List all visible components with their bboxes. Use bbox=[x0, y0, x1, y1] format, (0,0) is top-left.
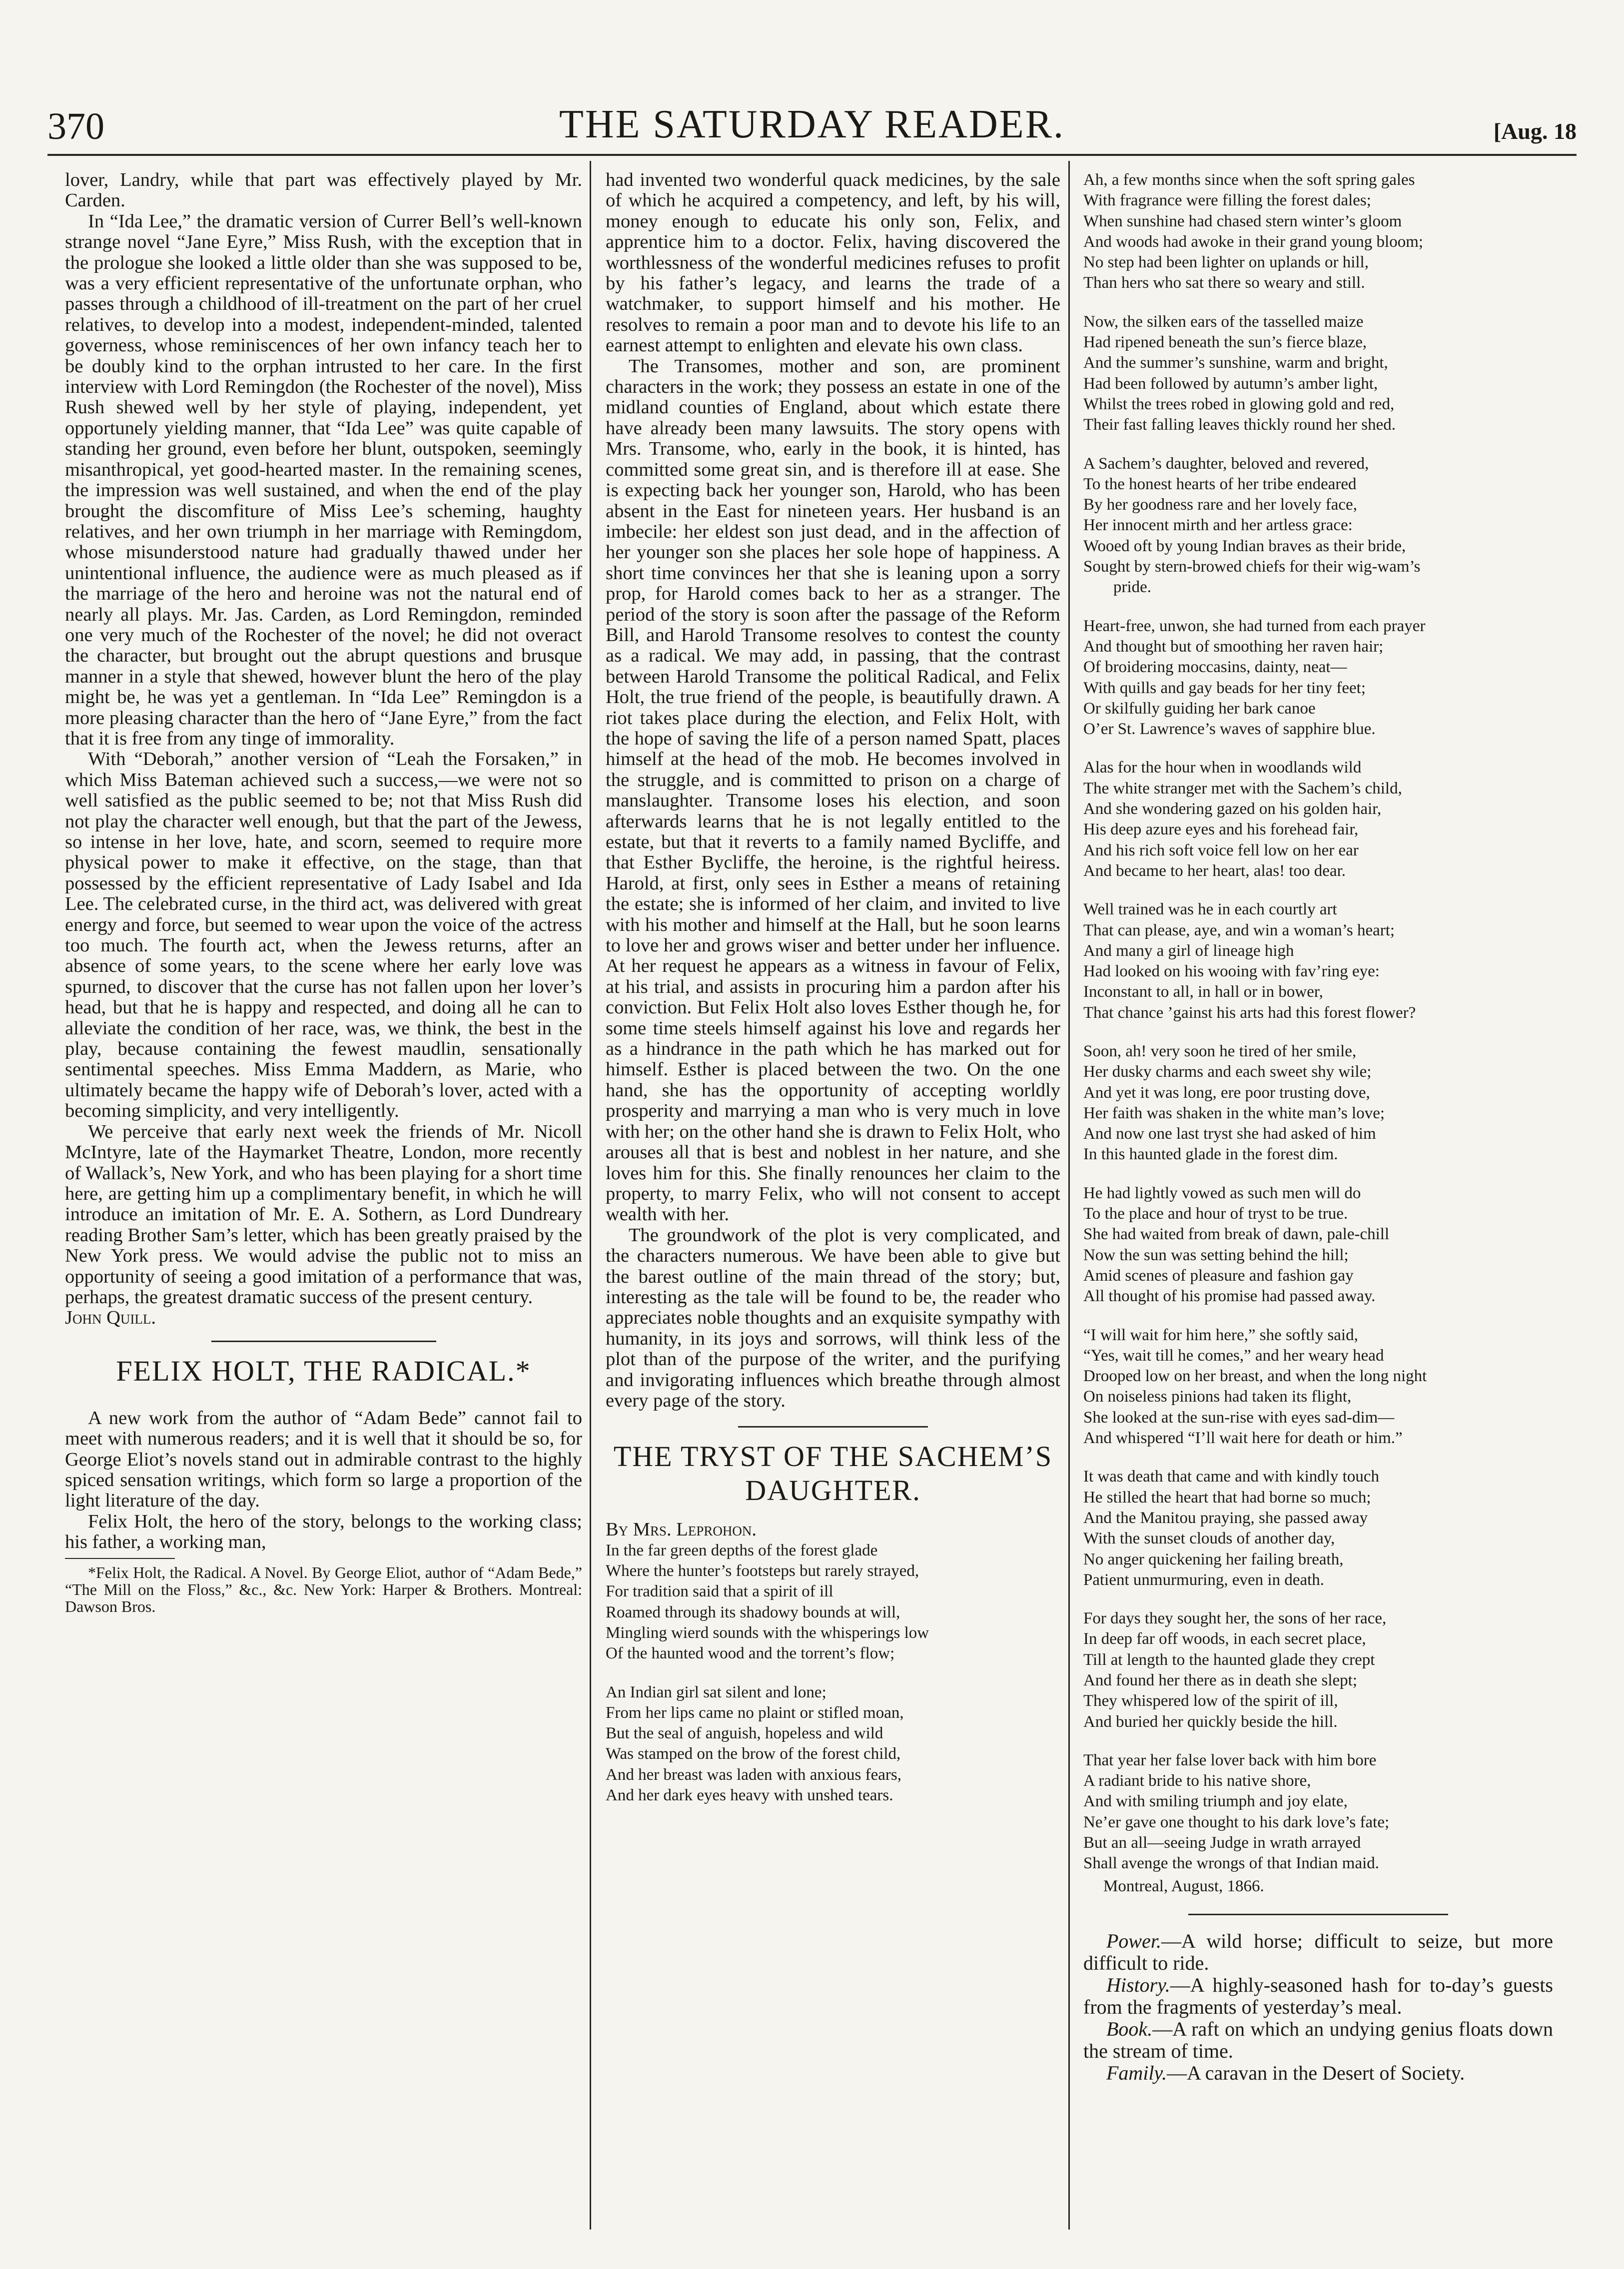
poem-line: Where the hunter’s footsteps but rarely strayed, bbox=[606, 1562, 919, 1580]
poem-line: And yet it was long, ere poor trusting dove, bbox=[1083, 1083, 1370, 1102]
column-divider-2 bbox=[1068, 161, 1070, 2230]
section-rule bbox=[211, 1341, 436, 1342]
poem-line: And his rich soft voice fell low on her ear bbox=[1083, 841, 1359, 859]
poem-line: That chance ’gainst his arts had this forest flower? bbox=[1083, 1003, 1416, 1022]
poem-byline: By Mrs. Leprohon. bbox=[606, 1519, 757, 1540]
poem-line: Alas for the hour when in woodlands wild bbox=[1083, 758, 1362, 777]
felix-holt-intro: A new work from the author of “Adam Bede” cannot fail to meet with numerous readers; and it is well that it should be so, for George Eliot’s novels stand out in admirable contrast to the highly spiced sensation writings, which form so large a proportion of the light literature of the day. bbox=[65, 1407, 582, 1512]
definition-term: Book. bbox=[1106, 2017, 1153, 2040]
definition-text: —A raft on which an undying genius floats down the stream of time. bbox=[1083, 2017, 1553, 2062]
poem-stanza bbox=[1083, 1325, 1553, 1449]
felix-holt-paragraph-2: The Transomes, mother and son, are prominent characters in the work; they possess an estate in one of the midland counties of England, about which estate there have already been many lawsuits. The story opens with Mrs. Transome, who, early in the book, it is hinted, has committed some great sin, and is therefore ill at ease. She is expecting back her younger son, Harold, who has been absent in the East for nineteen years. Her husband is an imbecile: her eldest son just dead, and in the affection of her younger son she places her sole hope of happiness. A short time convinces her that she is leaning upon a sorry prop, for Harold comes back to her as a stranger. The period of the story is soon after the passage of the Reform Bill, and Harold Transome resolves to contest the county as a radical. We may add, in passing, that the contrast between Harold Transome the political Radical, and Felix Holt, the true friend of the people, is beautifully drawn. A riot takes place during the election, and Felix Holt, with the hope of saving the life of a person named Spatt, places himself at the head of the mob. He becomes involved in the struggle, and is committed to prison on a charge of manslaughter. Transome loses his election, and soon afterwards learns that he is not legally entitled to the estate, but that it reverts to a family named Bycliffe, and that Esther Bycliffe, the heroine, is the rightful heiress. Harold, at first, only sees in Esther a means of retaining the estate; she is informed of her claim, and invited to live with his mother and himself at the Hall, but he soon learns to love her and grows wiser and better under her influence. At her request he appears as a witness in favour of Felix, at his trial, and assists in procuring him a pardon after his conviction. But Felix Holt also loves Esther though he, for some time steels himself against his love and regards her as a hindrance in the path which he has marked out for himself. Esther is placed between the two. On the one hand, she has the opportunity of accepting worldly prosperity and marrying a man who is very much in love with her; on the other hand she is drawn to Felix Holt, who arouses all that is best and noblest in her nature, and she loves him for this. She finally renounces her claim to the property, to marry Felix, who will not consent to accept wealth with her. bbox=[606, 355, 1060, 1225]
poem-stanza bbox=[606, 1682, 1060, 1806]
poem-stanza bbox=[1083, 170, 1553, 294]
poem-line: Amid scenes of pleasure and fashion gay bbox=[1083, 1266, 1354, 1285]
poem-line: “I will wait for him here,” she softly said, bbox=[1083, 1326, 1358, 1344]
definition-item bbox=[1083, 2062, 1553, 2084]
poem-line: When sunshine had chased stern winter’s gloom bbox=[1083, 212, 1402, 230]
poem-line: With fragrance were filling the forest dales; bbox=[1083, 191, 1371, 210]
poem-line: O’er St. Lawrence’s waves of sapphire blue. bbox=[1083, 720, 1376, 739]
poem-line: Of broidering moccasins, dainty, neat— bbox=[1083, 658, 1347, 677]
poem-line: In this haunted glade in the forest dim. bbox=[1083, 1145, 1338, 1164]
poem-line: She had waited from break of dawn, pale-chill bbox=[1083, 1225, 1390, 1244]
poem-line: But an all—seeing Judge in wrath arrayed bbox=[1083, 1834, 1361, 1852]
poem-line: No step had been lighter on uplands or hill, bbox=[1083, 253, 1369, 272]
poem-line: Their fast falling leaves thickly round her shed. bbox=[1083, 416, 1396, 434]
poem-line: With the sunset clouds of another day, bbox=[1083, 1529, 1335, 1548]
poem-stanza bbox=[1083, 1467, 1553, 1590]
definition-term: Family. bbox=[1106, 2061, 1167, 2084]
poem-line: It was death that came and with kindly touch bbox=[1083, 1468, 1380, 1486]
deborah-paragraph: With “Deborah,” another version of “Leah the Forsaken,” in which Miss Bateman achieved such a success,—we were not so well satisfied as the public seemed to be; not that Miss Rush did not play the character well enough, but that the part of the Jewess, so intense in her love, hate, and scorn, seemed to require more physical power to make it effective, on the stage, than that possessed by the efficient representative of Lady Isabel and Ida Lee. The celebrated curse, in the third act, was delivered with great energy and force, but seemed to wear upon the voice of the actress too much. The fourth act, when the Jewess returns, after an absence of some years, to the scene where her early love was spurned, to discover that the curse has not fallen upon her lover’s head, but that he is happy and respected, and doing all he can to alleviate the condition of her race, was, we think, the best in the play, because containing the fewest maudlin, sensationally sentimental speeches. Miss Emma Maddern, as Marie, who ultimately became the happy wife of Deborah’s lover, acted with a becoming simplicity, and very intelligently. bbox=[65, 749, 582, 1122]
poem-line: For tradition said that a spirit of ill bbox=[606, 1582, 833, 1601]
masthead bbox=[47, 95, 1577, 155]
poem-line: Patient unmurmuring, even in death. bbox=[1083, 1570, 1325, 1589]
footnote: *Felix Holt, the Radical. A Novel. By George Eliot, author of “Adam Bede,” “The Mill on the Floss,” &c., &c. New York: Harper & Brothers. Montreal: Dawson Bros. bbox=[65, 1563, 582, 1615]
felix-holt-paragraph-3: The groundwork of the plot is very complicated, and the characters numerous. We have been able to give but the barest outline of the main thread of the story; but, interesting as the tale will be found to be, the reader who appreciates noble thoughts and an exquisite sympathy with humanity, in its joys and sorrows, will think less of the plot than of the purpose of the writer, and the purifying and invigorating influences which breathe through almost every page of the story. bbox=[606, 1224, 1060, 1411]
poem-line: By her goodness rare and her lovely face, bbox=[1083, 496, 1357, 514]
poem-line: He had lightly vowed as such men will do bbox=[1083, 1184, 1361, 1202]
poem-line: Ah, a few months since when the soft spring gales bbox=[1083, 171, 1415, 189]
signature: John Quill. bbox=[65, 1307, 156, 1329]
poem-line: Drooped low on her breast, and when the long night bbox=[1083, 1367, 1427, 1386]
poem-line: For days they sought her, the sons of her race, bbox=[1083, 1609, 1387, 1628]
poem-line: An Indian girl sat silent and lone; bbox=[606, 1683, 826, 1701]
poem-line: And buried her quickly beside the hill. bbox=[1083, 1712, 1338, 1731]
poem-line: A Sachem’s daughter, beloved and revered, bbox=[1083, 454, 1369, 473]
poem-line: And she wondering gazed on his golden hair, bbox=[1083, 800, 1382, 818]
definition-text: —A caravan in the Desert of Society. bbox=[1167, 2061, 1465, 2084]
poem-line: Whilst the trees robed in glowing gold and red, bbox=[1083, 395, 1395, 413]
poem-line: That can please, aye, and win a woman’s heart; bbox=[1083, 921, 1395, 939]
poem-line: And with smiling triumph and joy elate, bbox=[1083, 1792, 1348, 1811]
section-rule bbox=[1188, 1914, 1448, 1915]
poem-line: Till at length to the haunted glade they crept bbox=[1083, 1650, 1375, 1669]
ida-lee-paragraph: In “Ida Lee,” the dramatic version of Currer Bell’s well-known strange novel “Jane Eyre,” Miss Rush, with the exception that in the prologue she looked a little older than she was supposed to be, was a very efficient representative of the unfortunate orphan, who passes through a childhood of ill-treatment on the part of her cruel relatives, to develop into a modest, independent-minded, talented governess, whose reminiscences of her own infancy teach her to be doubly kind to the orphan intrusted to her care. In the first interview with Lord Remingdon (the Rochester of the novel), Miss Rush shewed well by her style of playing, independent, yet opportunely yielding manner, that “Ida Lee” was quite capable of standing her ground, even before her blunt, outspoken, seemingly misanthropical, yet good-hearted master. In the remaining scenes, the impression was well sustained, and when the end of the play brought the discomfiture of Miss Lee’s scheming, haughty relatives, and her own triumph in her marriage with Remingdom, whose misunderstood nature had gradually thawed under her unintentional influence, the audience were as much pleased as if the marriage of the hero and heroine was not the natural end of nearly all plays. Mr. Jas. Carden, as Lord Remingdon, reminded one very much of the Rochester of the novel; he did not overact the character, but brought out the abrupt questions and brusque manner in a style that shewed, however blunt the hero of the play might be, he was yet a gentleman. In “Ida Lee” Remingdon is a more pleasing character than the hero of “Jane Eyre,” from the fact that it is free from any tinge of immorality. bbox=[65, 210, 582, 749]
page-number: 370 bbox=[47, 105, 104, 147]
poem-line: Soon, ah! very soon he tired of her smile, bbox=[1083, 1042, 1357, 1060]
definition-item bbox=[1083, 1930, 1553, 1974]
felix-holt-paragraph-1: had invented two wonderful quack medicines, by the sale of which he acquired a competency, and left, by his will, money enough to educate his only son, Felix, and apprentice him to a doctor. Felix, having discovered the worthlessness of the wonderful medicines refuses to profit by his father’s legacy, and learns the trade of a watchmaker, to support himself and his mother. He resolves to remain a poor man and to devote his life to an earnest attempt to enlighten and elevate his own class. bbox=[606, 169, 1060, 356]
poem-line: And her breast was laden with anxious fears, bbox=[606, 1765, 901, 1784]
footnote-rule bbox=[65, 1558, 175, 1559]
definition-term: History. bbox=[1106, 1973, 1170, 1996]
poem-line: He stilled the heart that had borne so much; bbox=[1083, 1488, 1371, 1507]
poem-line: Of the haunted wood and the torrent’s flow; bbox=[606, 1644, 895, 1663]
definition-text: —A highly-seasoned hash for to-day’s guests from the fragments of yesterday’s meal. bbox=[1083, 1973, 1553, 2018]
poem-line-continuation: pride. bbox=[1113, 578, 1152, 597]
poem-line: Her faith was shaken in the white man’s love; bbox=[1083, 1104, 1385, 1122]
definition-item bbox=[1083, 1974, 1553, 2018]
poem-line: No anger quickening her failing breath, bbox=[1083, 1550, 1344, 1568]
poem-stanza bbox=[1083, 1041, 1553, 1165]
poem-line: On noiseless pinions had taken its flight, bbox=[1083, 1388, 1352, 1406]
poem-line: All thought of his promise had passed away. bbox=[1083, 1287, 1376, 1306]
poem-line: That year her false lover back with him bore bbox=[1083, 1751, 1377, 1769]
poem-line: Now, the silken ears of the tasselled maize bbox=[1083, 312, 1364, 331]
poem-line: Had been followed by autumn’s amber light, bbox=[1083, 374, 1378, 393]
poem-stanza bbox=[1083, 312, 1553, 436]
poem-line: Mingling wierd sounds with the whisperings low bbox=[606, 1623, 929, 1642]
poem-line: The white stranger met with the Sachem’s child, bbox=[1083, 779, 1402, 797]
poem-stanza bbox=[606, 1540, 1060, 1664]
poem-line: Now the sun was setting behind the hill; bbox=[1083, 1246, 1349, 1264]
poem-line: Her dusky charms and each sweet shy wile; bbox=[1083, 1063, 1372, 1081]
poem-line: From her lips came no plaint or stifled moan, bbox=[606, 1703, 904, 1722]
poem-stanza bbox=[1083, 454, 1553, 598]
poem-line: And many a girl of lineage high bbox=[1083, 941, 1294, 960]
poem-line: Than hers who sat there so weary and still. bbox=[1083, 274, 1365, 292]
poem-line: In the far green depths of the forest glade bbox=[606, 1541, 878, 1559]
poem-line: And found her there as in death she slept; bbox=[1083, 1671, 1358, 1689]
poem-stanza bbox=[1083, 1183, 1553, 1307]
definition-text: —A wild horse; difficult to seize, but more difficult to ride. bbox=[1083, 1929, 1553, 1974]
poem-line: In deep far off woods, in each secret place, bbox=[1083, 1630, 1366, 1648]
poem-line: To the place and hour of tryst to be true. bbox=[1083, 1205, 1348, 1223]
poem-line: Sought by stern-browed chiefs for their wig-wam’s bbox=[1083, 558, 1421, 576]
poem-stanza bbox=[1083, 1608, 1553, 1732]
poem-line: And woods had awoke in their grand young bloom; bbox=[1083, 232, 1424, 251]
definition-term: Power. bbox=[1106, 1929, 1161, 1952]
section-rule bbox=[738, 1426, 928, 1428]
poem-line: Inconstant to all, in hall or in bower, bbox=[1083, 983, 1323, 1001]
poem-line: “Yes, wait till he comes,” and her weary head bbox=[1083, 1346, 1384, 1365]
poem-line: Heart-free, unwon, she had turned from each prayer bbox=[1083, 617, 1426, 635]
poem-heading: THE TRYST OF THE SACHEM’S DAUGHTER. bbox=[613, 1440, 1053, 1507]
benefit-paragraph: We perceive that early next week the friends of Mr. Nicoll McIntyre, late of the Haymarket Theatre, London, more recently of Wallack’s, New York, and who has been playing for a short time here, are getting him up a complimentary benefit, in which he will introduce an imitation of Mr. E. A. Sothern, as Lord Dundreary reading Brother Sam’s letter, which has been greatly praised by the New York press. We would advise the public not to miss an opportunity of seeing a good imitation of a performance that was, perhaps, the greatest dramatic success of the present century. bbox=[65, 1121, 582, 1308]
poem-line: She looked at the sun-rise with eyes sad-dim— bbox=[1083, 1408, 1395, 1427]
poem-line: And whispered “I’ll wait here for death or him.” bbox=[1083, 1429, 1403, 1448]
column-2 bbox=[606, 170, 1060, 1824]
felix-holt-hero: Felix Holt, the hero of the story, belongs to the working class; his father, a working man, bbox=[65, 1511, 582, 1553]
issue-date: [Aug. 18 bbox=[1493, 118, 1577, 144]
poem-line: Roamed through its shadowy bounds at will, bbox=[606, 1603, 900, 1621]
poem-line: Ne’er gave one thought to his dark love’s fate; bbox=[1083, 1813, 1390, 1831]
poem-line: Had looked on his wooing with fav’ring eye: bbox=[1083, 962, 1380, 981]
poem-line: Her innocent mirth and her artless grace: bbox=[1083, 516, 1353, 535]
felix-holt-heading: FELIX HOLT, THE RADICAL.* bbox=[116, 1354, 531, 1387]
poem-line: With quills and gay beads for her tiny feet; bbox=[1083, 679, 1366, 697]
poem-line: And became to her heart, alas! too dear. bbox=[1083, 861, 1346, 880]
poem-line: A radiant bride to his native shore, bbox=[1083, 1772, 1311, 1790]
poem-stanza bbox=[1083, 757, 1553, 881]
poem-stanza bbox=[1083, 1750, 1553, 1874]
poem-place-date: Montreal, August, 1866. bbox=[1103, 1877, 1264, 1895]
poem-line: Wooed oft by young Indian braves as their bride, bbox=[1083, 537, 1406, 555]
definition-item bbox=[1083, 2018, 1553, 2062]
poem-line: Shall avenge the wrongs of that Indian maid. bbox=[1083, 1854, 1380, 1873]
poem-stanza bbox=[1083, 616, 1553, 740]
poem-line: And now one last tryst she had asked of him bbox=[1083, 1125, 1376, 1143]
column-1 bbox=[65, 170, 582, 1615]
poem-line: Had ripened beneath the sun’s fierce blaze, bbox=[1083, 333, 1367, 352]
theatre-review-paragraph: lover, Landry, while that part was effectively played by Mr. Carden. bbox=[65, 169, 582, 211]
poem-line: And the Manitou praying, she passed away bbox=[1083, 1509, 1368, 1527]
header-rule bbox=[47, 154, 1577, 156]
poem-line: And her dark eyes heavy with unshed tears. bbox=[606, 1786, 893, 1805]
poem-line: To the honest hearts of her tribe endeared bbox=[1083, 475, 1357, 493]
poem-stanza bbox=[1083, 899, 1553, 1023]
column-divider-1 bbox=[590, 161, 591, 2230]
poem-line: And thought but of smoothing her raven hair; bbox=[1083, 637, 1384, 656]
poem-line: They whispered low of the spirit of ill, bbox=[1083, 1692, 1338, 1710]
poem-line: Well trained was he in each courtly art bbox=[1083, 900, 1337, 919]
publication-title: THE SATURDAY READER. bbox=[559, 102, 1065, 146]
poem-line: His deep azure eyes and his forehead fair, bbox=[1083, 820, 1359, 839]
column-3 bbox=[1083, 170, 1553, 2084]
poem-line: Or skilfully guiding her bark canoe bbox=[1083, 699, 1316, 718]
poem-line: Was stamped on the brow of the forest child, bbox=[606, 1745, 901, 1763]
poem-line: But the seal of anguish, hopeless and wild bbox=[606, 1724, 883, 1743]
poem-line: And the summer’s sunshine, warm and bright, bbox=[1083, 354, 1388, 372]
